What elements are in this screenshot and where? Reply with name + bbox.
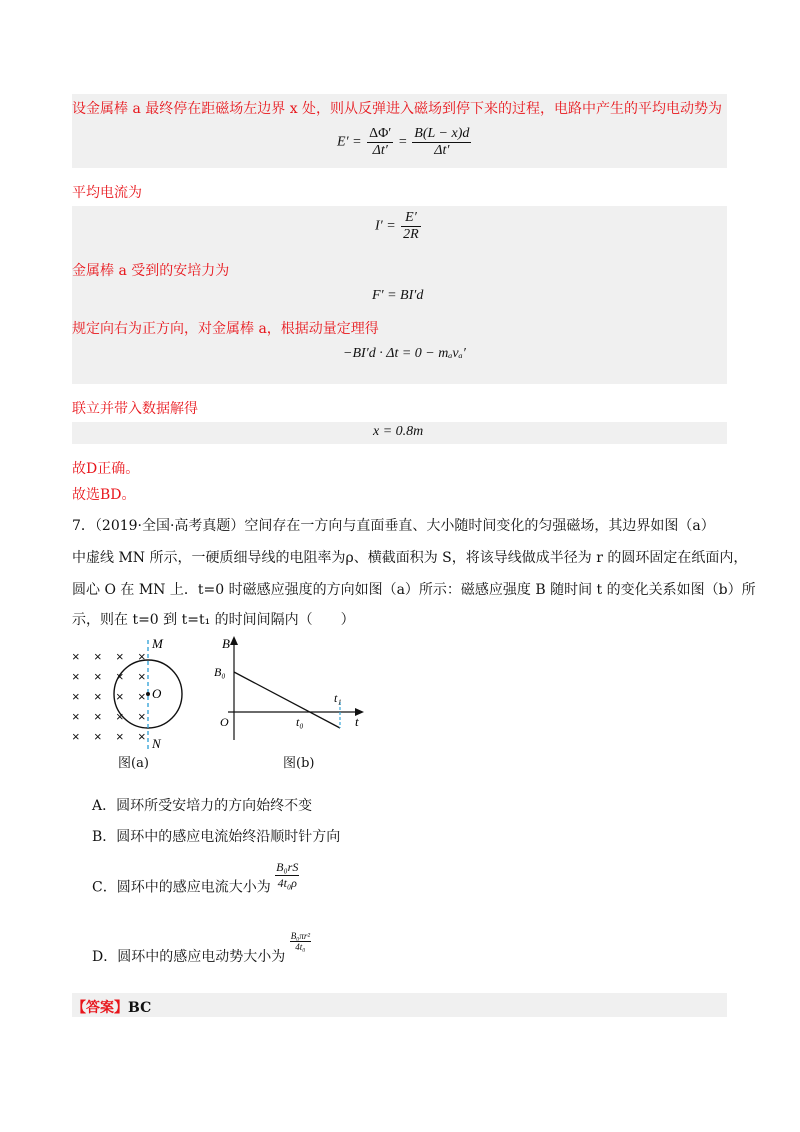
svg-text:×: ×: [116, 729, 124, 744]
label-b0: B₀: [214, 665, 226, 679]
svg-text:×: ×: [72, 709, 80, 724]
option-a[interactable]: A．圆环所受安培力的方向始终不变: [92, 798, 313, 814]
svg-text:×: ×: [94, 689, 102, 704]
label-o: O: [152, 686, 162, 701]
equation-result: x = 0.8m: [373, 424, 424, 439]
option-b[interactable]: B．圆环中的感应电流始终沿顺时针方向: [92, 829, 341, 845]
svg-text:×: ×: [72, 689, 80, 704]
eq1-lhs: E′ =: [337, 134, 362, 150]
eq2-lhs: I′ =: [375, 218, 396, 234]
eq1-frac-1: $\frac{\Delta\Phi'}{\Delta t'}$: [369, 126, 392, 158]
answer-line: [72, 997, 151, 1017]
label-origin: O: [220, 715, 229, 729]
svg-text:×: ×: [72, 729, 80, 744]
svg-text:×: ×: [116, 689, 124, 704]
eq2-frac: $\frac{E'}{2R}$: [403, 210, 419, 242]
svg-text:×: ×: [138, 689, 146, 704]
option-d[interactable]: [92, 930, 311, 968]
center-point: [146, 692, 150, 696]
svg-text:×: ×: [116, 709, 124, 724]
svg-text:×: ×: [138, 709, 146, 724]
label-b: B: [222, 636, 230, 651]
figure-b-caption: 图(b): [283, 756, 315, 771]
b-t-line: [234, 672, 340, 728]
label-t1: t₁: [334, 691, 342, 705]
solution-line-5: 联立并带入数据解得: [72, 401, 198, 417]
svg-text:×: ×: [94, 669, 102, 684]
answer-value: BC: [128, 1000, 152, 1016]
question-line-3: 圆心 O 在 MN 上．t=0 时磁感应强度的方向如图（a）所示：磁感应强度 B 随时间 t 的变化关系如图（b）所: [72, 582, 756, 598]
svg-text:×: ×: [138, 669, 146, 684]
option-c-text: C．圆环中的感应电流大小为: [92, 879, 271, 896]
question-line-4: 示，则在 t=0 到 t=t₁ 的时间间隔内（ ）: [72, 612, 355, 628]
svg-text:×: ×: [116, 669, 124, 684]
solution-line-3: 金属棒 a 受到的安培力为: [72, 263, 230, 279]
equation-force: F′ = BI′d: [372, 288, 424, 303]
option-c-frac: $\frac{\text{B₀rS}}{\text{4t₀ρ}}$: [276, 860, 299, 890]
equation-emf: E′ = $\frac{\Delta\Phi'}{\Delta t'}$ = $\frac{B(L - x)d}{\Delta t'}$: [337, 126, 470, 158]
question-line-1: 7．（2019·全国·高考真题）空间存在一方向与直面垂直、大小随时间变化的匀强磁场，其边界如图（a）: [72, 518, 715, 534]
solution-line-2: 平均电流为: [72, 185, 142, 201]
label-t: t: [355, 714, 359, 729]
solution-line-1: 设金属棒 a 最终停在距磁场左边界 x 处，则从反弹进入磁场到停下来的过程，电路中产生的平均电动势为: [72, 101, 723, 117]
answer-band: [72, 993, 727, 1017]
eq1-frac-2: $\frac{B(L - x)d}{\Delta t'}$: [414, 126, 470, 158]
figure-a-caption: 图(a): [118, 756, 149, 771]
svg-text:×: ×: [94, 709, 102, 724]
option-d-text: D．圆环中的感应电动势大小为: [92, 949, 286, 965]
svg-text:×: ×: [72, 649, 80, 664]
solution-line-4: 规定向右为正方向，对金属棒 a，根据动量定理得: [72, 321, 379, 337]
svg-text:×: ×: [94, 729, 102, 744]
svg-text:×: ×: [138, 649, 146, 664]
option-c[interactable]: [92, 860, 299, 903]
answer-label: 【答案】: [72, 1000, 128, 1016]
question-line-2: 中虚线 MN 所示，一硬质细导线的电阻率为ρ、横截面积为 S，将该导线做成半径为 r 的圆环固定在纸面内，: [72, 550, 748, 566]
option-d-frac: $\frac{\text{B₀πr²}}{\text{4t₀}}$: [290, 930, 311, 952]
solution-line-6: 故D正确。: [72, 461, 140, 477]
svg-text:×: ×: [116, 649, 124, 664]
solution-line-7: 故选BD。: [72, 487, 136, 503]
svg-text:×: ×: [138, 729, 146, 744]
equation-momentum: −BI′d · Δt = 0 − mₐvₐ′: [343, 346, 466, 361]
label-n: N: [152, 736, 161, 751]
label-m: M: [152, 636, 163, 651]
equation-current: [375, 210, 423, 243]
figure-a: [66, 632, 196, 772]
b-axis-arrow: [230, 636, 238, 645]
label-t0: t₀: [296, 715, 304, 729]
svg-text:×: ×: [94, 649, 102, 664]
svg-text:×: ×: [72, 669, 80, 684]
figure-b: [210, 632, 370, 747]
